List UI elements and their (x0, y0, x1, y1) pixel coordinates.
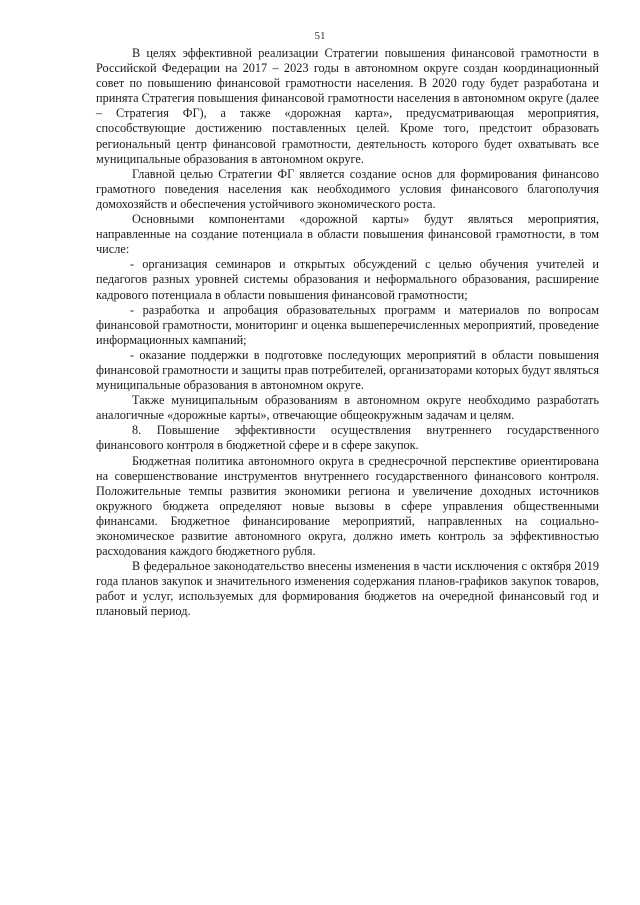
section-heading-control: 8. Повышение эффективности осуществления внутреннего государственного финансового контроля в бюджетной сфере и в сфере закупок. (96, 423, 599, 453)
list-item-support: - оказание поддержки в подготовке последующих мероприятий в области повышения финансовой грамотности и защиты прав потребителей, организаторами которых будут являться муниципальные образования в автономном округе. (96, 347, 599, 393)
page-number: 51 (314, 30, 326, 42)
paragraph-strategy-goal: Главной целью Стратегии ФГ является создание основ для формирования финансово грамотного поведения населения как необходимого условия финансового благополучия домохозяйств и обеспечения устойчивого экономического роста. (96, 166, 599, 211)
paragraph-roadmap-components: Основными компонентами «дорожной карты» будут являться мероприятия, направленные на создание потенциала в области повышения финансовой грамотности, в том числе: (96, 212, 599, 257)
paragraph-strategy-intro: В целях эффективной реализации Стратегии повышения финансовой грамотности в Российской Федерации на 2017 – 2023 годы в автономном округе создан координационный совет по повышению финансовой грамотности населения. В 2020 году будет разработана и принята Стратегия повышения финансовой грамотности населения в автономном округе (далее – Стратегия ФГ), а также «дорожная карта», предусматривающая мероприятия, способствующие достижению поставленных целей. Кроме того, предстоит образовать региональный центр финансовой грамотности, деятельность которого будет охватывать все муниципальные образования в автономном округе. (96, 46, 599, 166)
paragraph-municipal-roadmaps: Также муниципальным образованиям в автономном округе необходимо разработать аналогичные «дорожные карты», отвечающие общеокружным задачам и целям. (96, 393, 599, 423)
document-body (96, 46, 599, 620)
paragraph-federal-changes: В федеральное законодательство внесены изменения в части исключения с октября 2019 года планов закупок и значительного изменения содержания планов-графиков закупок товаров, работ и услуг, используемых для формирования бюджетов на очередной финансовый год и плановый период. (96, 559, 599, 619)
list-item-seminars: - организация семинаров и открытых обсуждений с целью обучения учителей и педагогов разных уровней системы образования и неформального образования, расширение кадрового потенциала в области повышения финансовой грамотности; (96, 257, 599, 302)
list-item-programs: - разработка и апробация образовательных программ и материалов по вопросам финансовой грамотности, мониторинг и оценка вышеперечисленных мероприятий, проведение информационных кампаний; (96, 302, 599, 347)
paragraph-budget-policy: Бюджетная политика автономного округа в среднесрочной перспективе ориентирована на совершенствование инструментов внутреннего государственного финансового контроля. Положительные темпы развития экономики региона и увеличение доходных источников окружного бюджета определяют новые вызовы в сфере управления общественными финансами. Бюджетное финансирование мероприятий, направленных на социально-экономическое развитие автономного округа, должно иметь контроль за эффективностью расходования каждого бюджетного рубля. (96, 453, 599, 559)
